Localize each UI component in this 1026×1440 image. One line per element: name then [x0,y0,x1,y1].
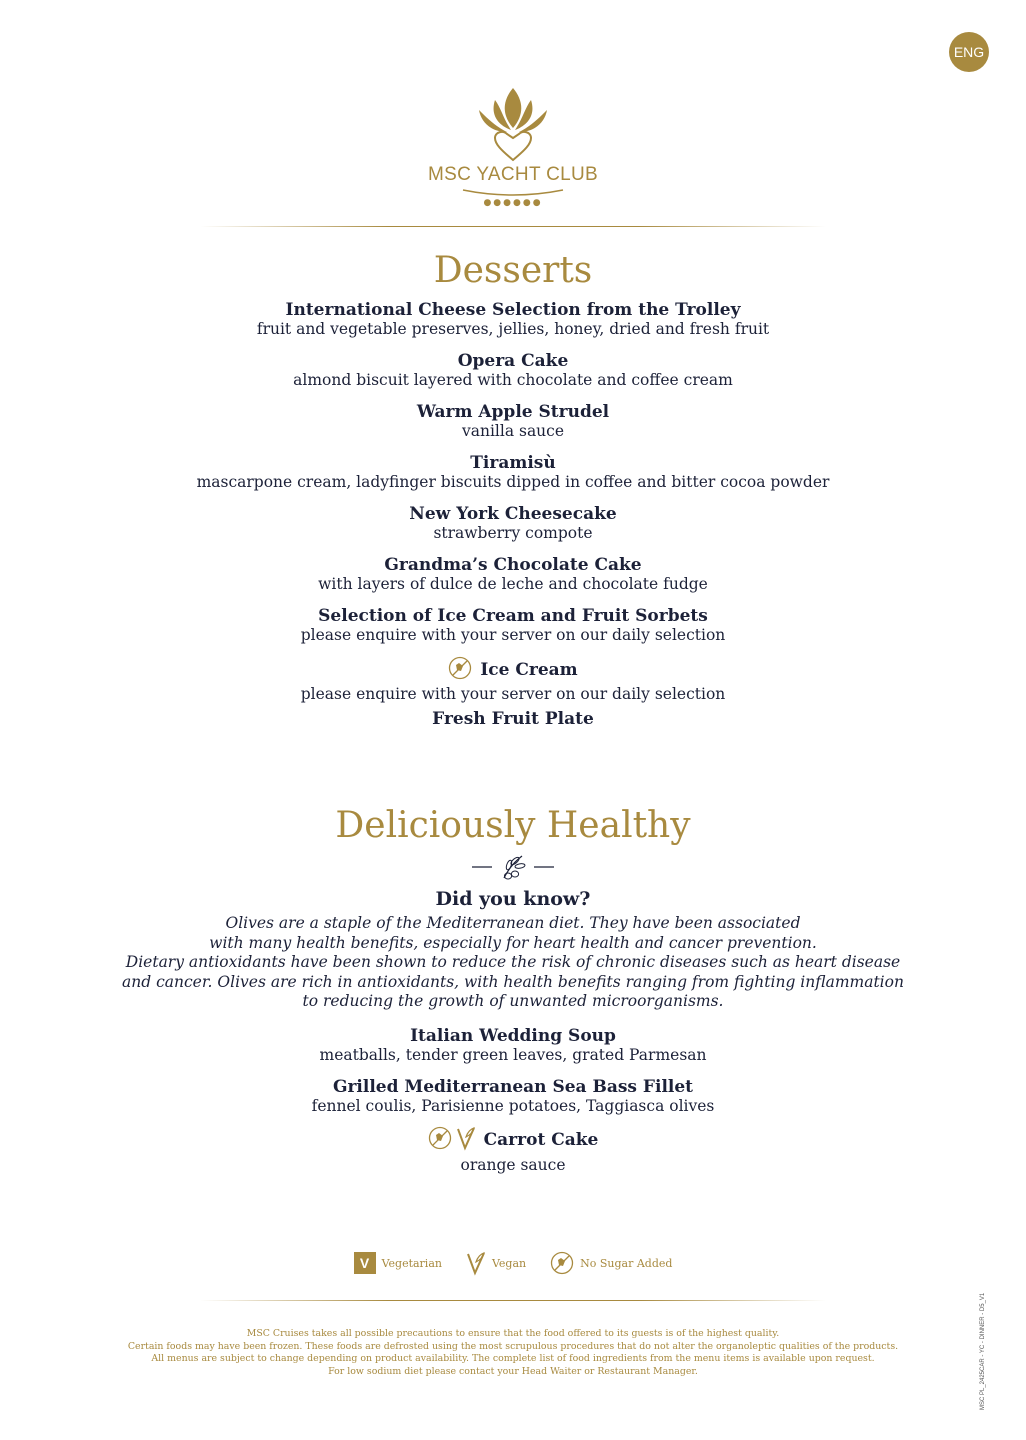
dish-description: strawberry compote [433,524,593,542]
lotus-heart-icon [473,86,553,162]
no-sugar-icon [428,1126,452,1155]
dish-description: almond biscuit layered with chocolate and coffee cream [293,371,733,389]
dish-name: Fresh Fruit Plate [432,709,594,729]
fact-line: with many health benefits, especially for heart health and cancer prevention. [209,933,817,952]
menu-item [0,656,1026,704]
did-you-know: Did you know? [435,888,591,910]
dish-name: Grandma’s Chocolate Cake [384,555,642,575]
dish-name: Tiramisù [470,453,556,473]
dish-description: with layers of dulce de leche and chocolate fudge [318,575,708,593]
menu-item [0,709,1026,729]
dish-name: International Cheese Selection from the Trolley [285,300,741,320]
dish-description: fruit and vegetable preserves, jellies, honey, dried and fresh fruit [256,320,770,338]
fact-line: and cancer. Olives are rich in antioxidants, with health benefits ranging from fighting inflammation [122,972,904,991]
logo-stars: ●●●●●● [483,198,543,208]
menu-item [0,300,1026,339]
disclaimer-line: Certain foods may have been frozen. These foods are defrosted using the most scrupulous procedures that do not alter the organoleptic qualities of the products. [127,1340,899,1352]
dish-name: Ice Cream [480,660,578,680]
bottom-divider [200,1300,826,1301]
dietary-legend [0,1250,1026,1276]
dish-description: fennel coulis, Parisienne potatoes, Taggiasca olives [311,1097,715,1115]
dish-name-row [0,1125,1026,1156]
menu-item [0,1026,1026,1065]
dish-description: vanilla sauce [461,422,565,440]
menu-item [0,555,1026,594]
language-badge[interactable]: ENG [949,32,989,72]
legend-vegetarian [354,1252,442,1274]
dish-description: please enquire with your server on our daily selection [300,626,726,644]
menu-item [0,453,1026,492]
disclaimer-line: For low sodium diet please contact your Head Waiter or Restaurant Manager. [328,1365,698,1377]
dish-name: Italian Wedding Soup [410,1026,616,1046]
dish-name: Warm Apple Strudel [416,402,610,422]
fact-line: to reducing the growth of unwanted microorganisms. [302,992,724,1011]
dish-description: mascarpone cream, ladyfinger biscuits dipped in coffee and bitter cocoa powder [196,473,830,491]
legend-label: Vegan [491,1256,527,1270]
healthy-title: Deliciously Healthy [335,805,691,846]
dish-name: Grilled Mediterranean Sea Bass Fillet [332,1077,694,1097]
dish-name-row [0,656,1026,685]
menu-item [0,351,1026,390]
dish-description: please enquire with your server on our daily selection [300,685,726,703]
disclaimer-line: MSC Cruises takes all possible precautions to ensure that the food offered to its guests is of the highest quality. [246,1328,780,1339]
top-divider [200,226,826,227]
dish-name: Carrot Cake [483,1130,599,1150]
legend-label: No Sugar Added [580,1256,673,1270]
disclaimer-line: All menus are subject to change depending on product availability. The complete list of food ingredients from the menu items is available upon request. [151,1353,875,1364]
dish-description: meatballs, tender green leaves, grated Parmesan [319,1046,707,1064]
logo-swoosh [453,186,573,198]
menu-item [0,606,1026,645]
msc-yacht-club-logo [0,86,1026,208]
menu-item [0,402,1026,441]
fact-line: Olives are a staple of the Mediterranean diet. They have been associated [225,914,801,932]
vegan-icon [466,1250,486,1276]
olive-fact-text [0,914,1026,1012]
disclaimer [0,1328,1026,1378]
document-code: MSC PL_2425CAR - YC - DINNER - D5_V1 [980,1292,986,1410]
dish-name: New York Cheesecake [409,504,617,524]
no-sugar-icon [448,656,472,685]
logo-text: MSC YACHT CLUB [428,164,598,185]
dish-name: Selection of Ice Cream and Fruit Sorbets [318,606,708,626]
no-sugar-icon [550,1251,574,1275]
legend-no-sugar [550,1251,672,1275]
menu-item [0,1077,1026,1116]
dish-description: orange sauce [460,1156,566,1174]
olive-divider [0,852,1026,882]
fact-line: Dietary antioxidants have been shown to reduce the risk of chronic diseases such as heart disease [125,953,901,972]
did-you-know-heading [0,888,1026,910]
menu-item [0,1125,1026,1175]
vegetarian-icon: V [354,1252,376,1274]
legend-vegan [466,1250,526,1276]
dish-name: Opera Cake [457,351,569,371]
menu-item [0,504,1026,543]
legend-label: Vegetarian [381,1256,442,1270]
vegan-icon [456,1125,476,1156]
olive-branch-icon [468,852,558,882]
desserts-title: Desserts [433,250,593,291]
